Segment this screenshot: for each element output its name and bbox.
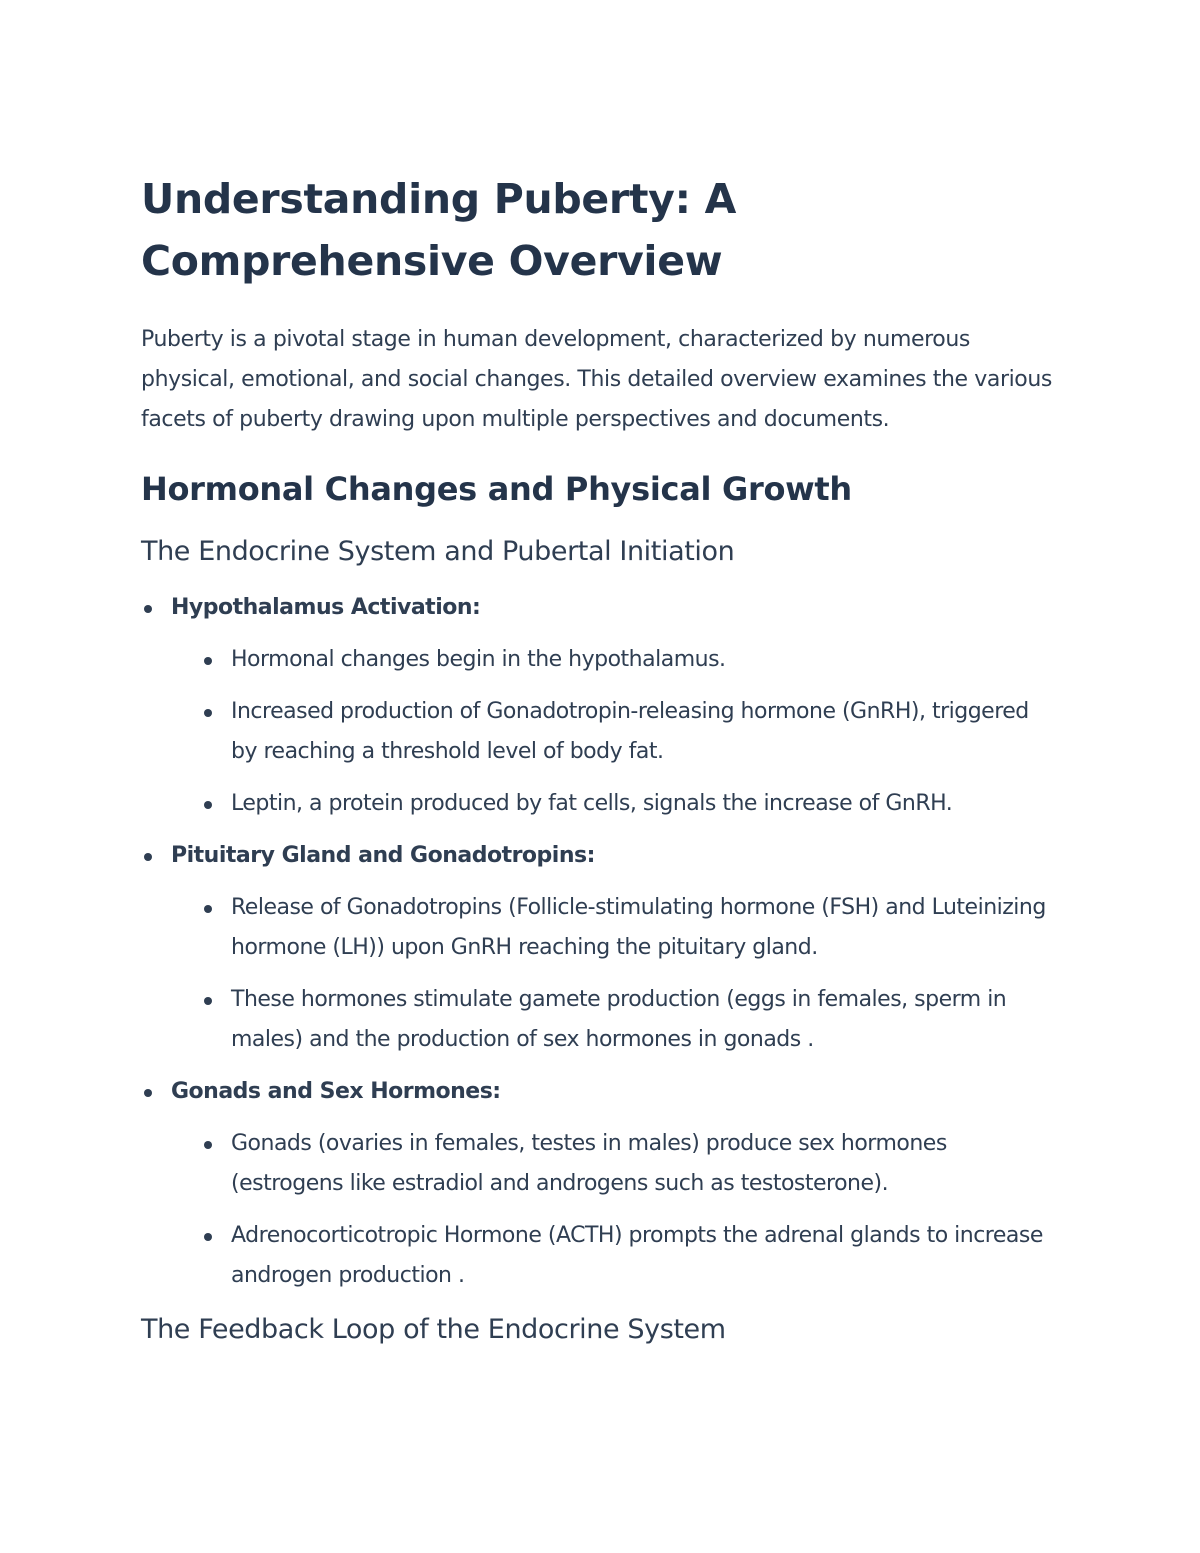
intro-paragraph: Puberty is a pivotal stage in human development, characterized by numerous physical, emotional, and social changes. This detailed overview examines the various facets of puberty drawing upon multiple perspectives and documents. (141, 327, 1052, 432)
page-title: Understanding Puberty: A Comprehensive Overview (141, 175, 737, 285)
bullet-icon (204, 1141, 212, 1149)
list-item-label: Pituitary Gland and Gonadotropins: (171, 843, 595, 868)
sub-list-item (171, 1124, 1061, 1204)
bullet-icon (144, 853, 152, 861)
bullet-icon (204, 709, 212, 717)
subsection-heading-feedback: The Feedback Loop of the Endocrine System (141, 1314, 726, 1345)
sub-list-item (171, 640, 1061, 680)
list-item-label: Gonads and Sex Hormones: (171, 1079, 501, 1104)
section-heading: Hormonal Changes and Physical Growth (141, 470, 852, 508)
document-page (141, 168, 1061, 1352)
list-item-label: Hypothalamus Activation: (171, 595, 481, 620)
bullet-icon (204, 657, 212, 665)
sub-list-item (171, 980, 1061, 1060)
sub-list-item-text: Adrenocorticotropic Hormone (ACTH) prompts the adrenal glands to increase androgen production . (231, 1223, 1043, 1288)
bullet-icon (204, 997, 212, 1005)
bullet-icon (204, 1233, 212, 1241)
main-list (141, 588, 1061, 1296)
sub-list (141, 640, 1061, 824)
sub-list (141, 1124, 1061, 1296)
bullet-icon (204, 905, 212, 913)
sub-list (141, 888, 1061, 1060)
sub-list-item (171, 888, 1061, 968)
list-item (141, 1072, 1061, 1296)
list-item (141, 588, 1061, 824)
sub-list-item-text: These hormones stimulate gamete production (eggs in females, sperm in males) and the production of sex hormones in gonads . (231, 987, 1007, 1052)
bullet-icon (204, 801, 212, 809)
sub-list-item (171, 784, 1061, 824)
sub-list-item-text: Increased production of Gonadotropin-releasing hormone (GnRH), triggered by reaching a threshold level of body fat. (231, 699, 1029, 764)
sub-list-item-text: Leptin, a protein produced by fat cells, signals the increase of GnRH. (231, 791, 953, 816)
sub-list-item-text: Release of Gonadotropins (Follicle-stimulating hormone (FSH) and Luteinizing hormone (LH)) upon GnRH reaching the pituitary gland. (231, 895, 1046, 960)
bullet-icon (144, 605, 152, 613)
sub-list-item-text: Gonads (ovaries in females, testes in males) produce sex hormones (estrogens like estradiol and androgens such as testosterone). (231, 1131, 947, 1196)
subsection-heading-endocrine: The Endocrine System and Pubertal Initiation (141, 536, 735, 567)
sub-list-item (171, 1216, 1061, 1296)
bullet-icon (144, 1089, 152, 1097)
list-item (141, 836, 1061, 1060)
sub-list-item (171, 692, 1061, 772)
sub-list-item-text: Hormonal changes begin in the hypothalamus. (231, 647, 726, 672)
